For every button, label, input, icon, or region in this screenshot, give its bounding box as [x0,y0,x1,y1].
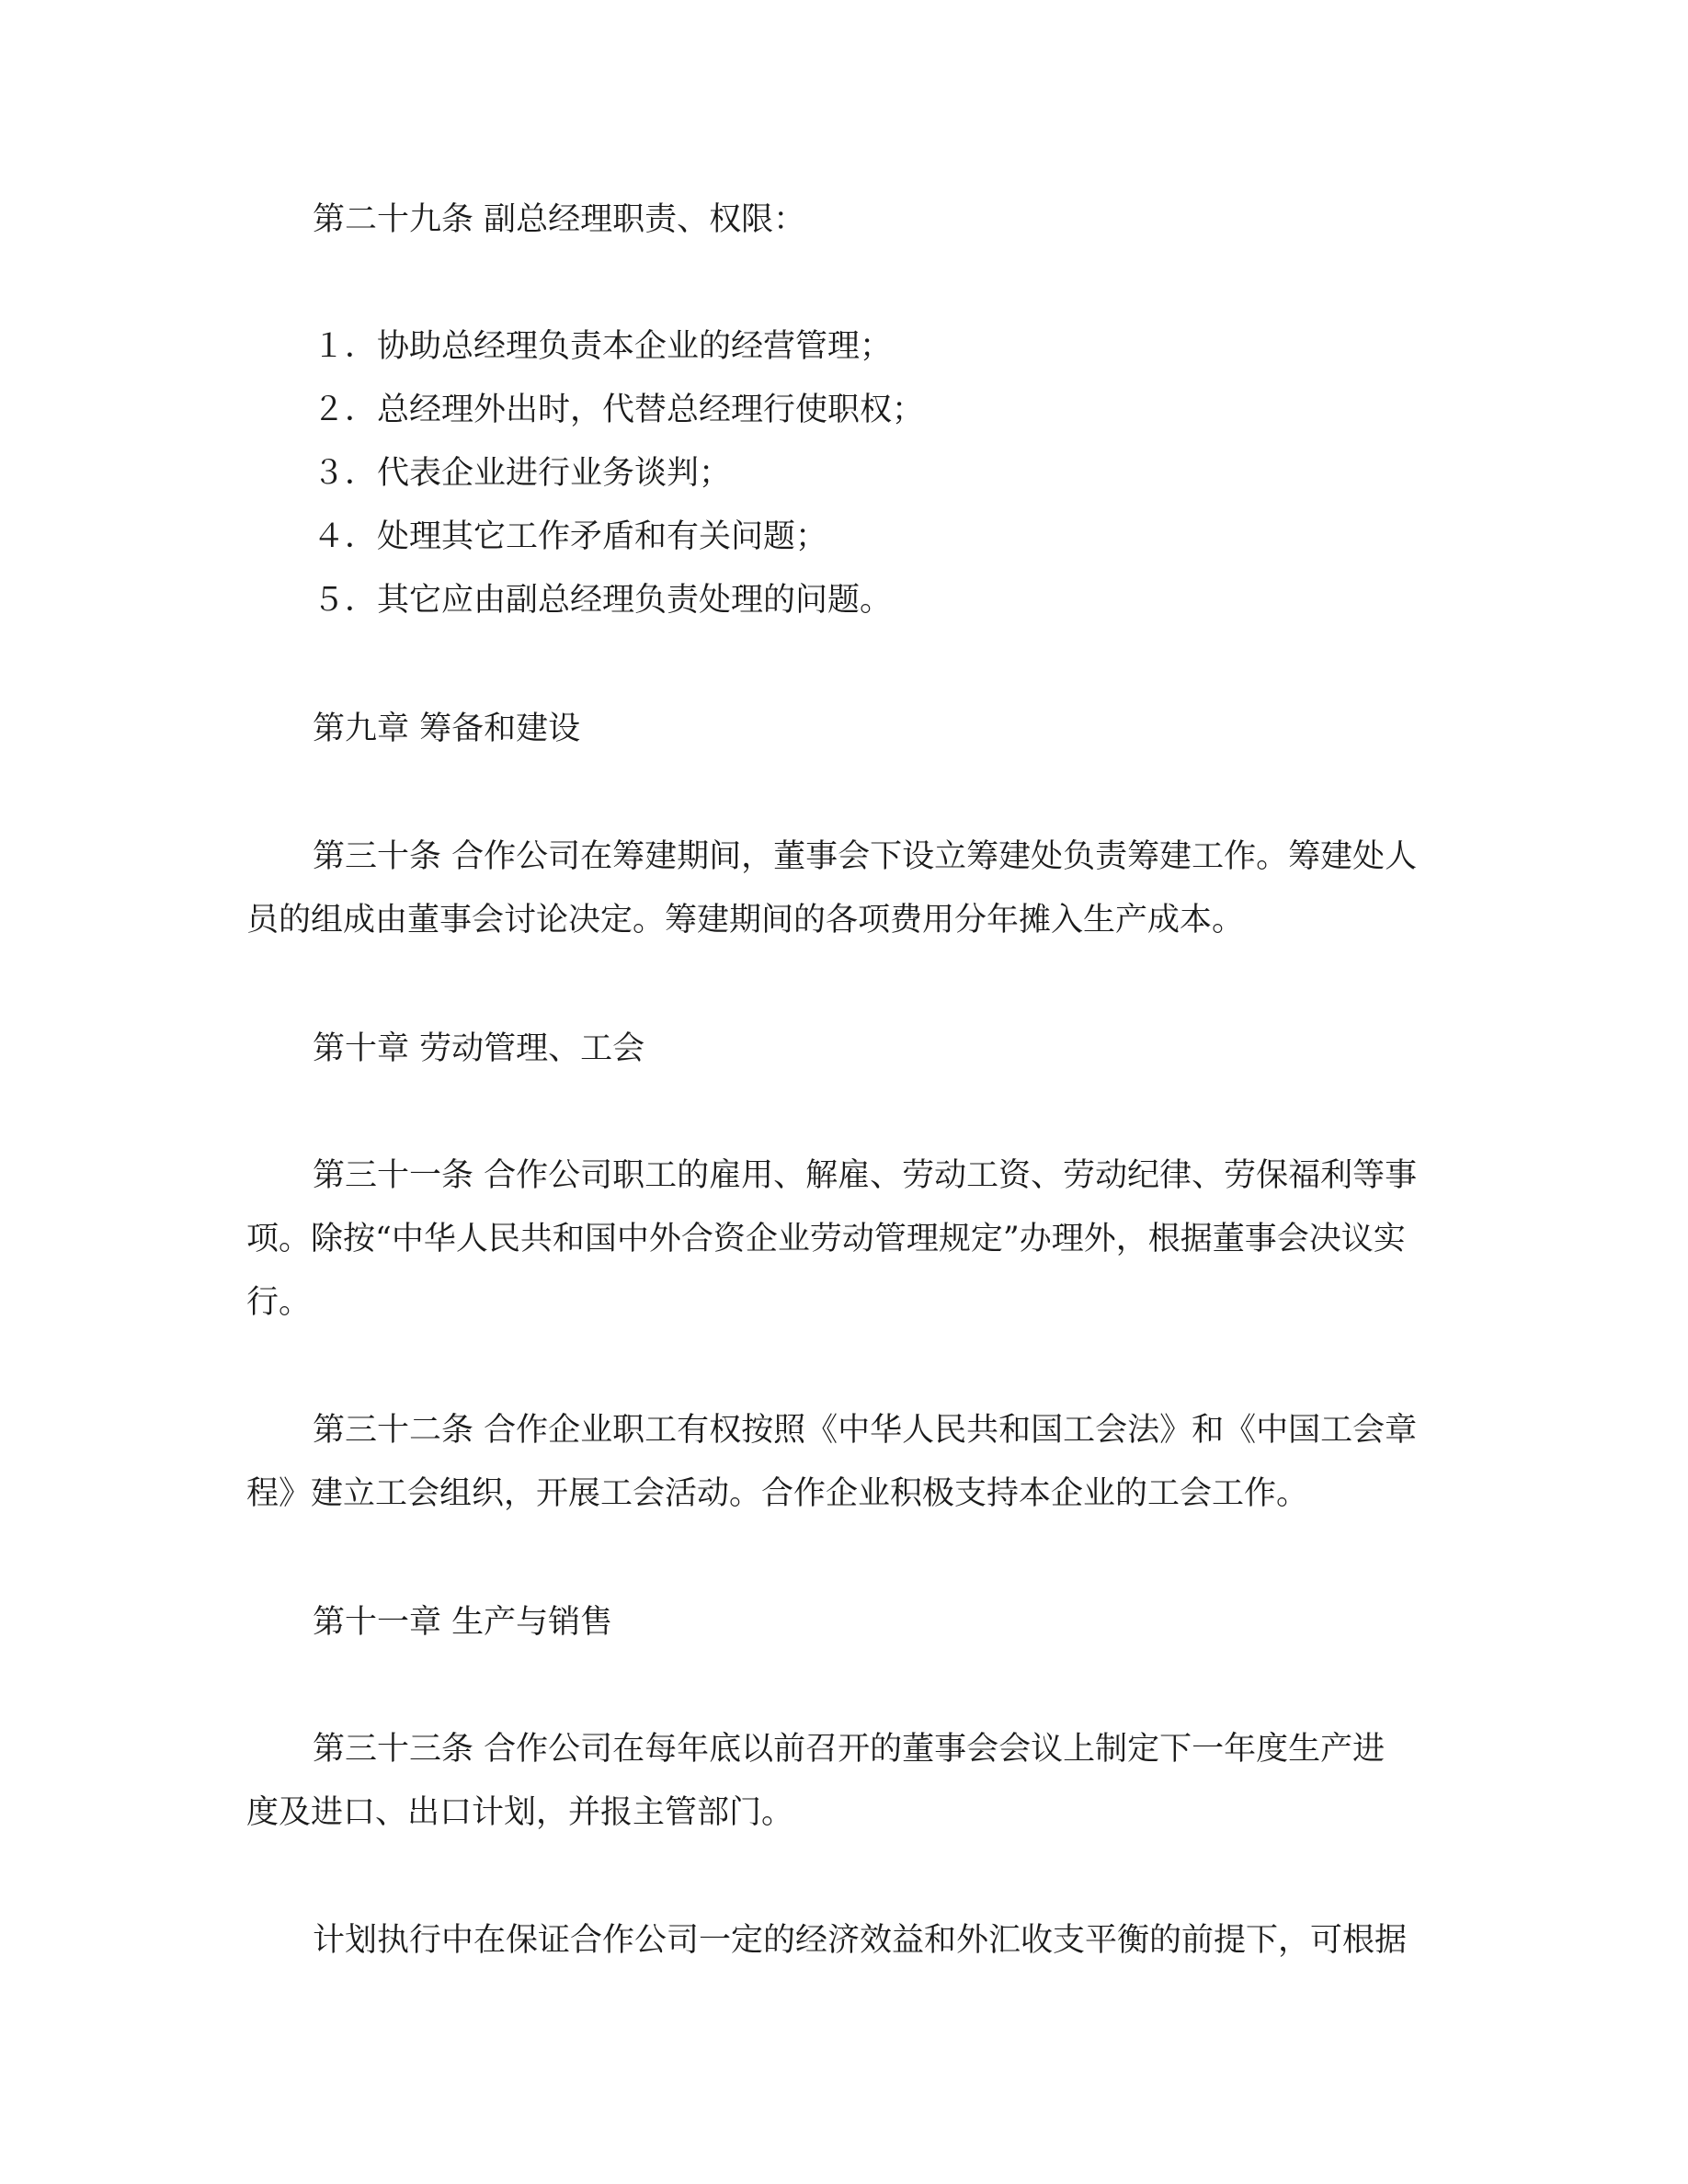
article-30-line-2: 员的组成由董事会讨论决定。筹建期间的各项费用分年摊入生产成本。 [246,902,1245,938]
article-31-line-2: 项。除按“中华人民共和国中外合资企业劳动管理规定”办理外，根据董事会决议实 [246,1221,1406,1257]
article-33-line-2: 度及进口、出口计划，并报主管部门。 [246,1794,794,1831]
paragraph-plan-execution-line-1: 计划执行中在保证合作公司一定的经济效益和外汇收支平衡的前提下，可根据 [313,1922,1408,1959]
article-29-item-5: ５．其它应由副总经理负责处理的问题。 [313,582,893,619]
article-29-heading: 第二十九条 副总经理职责、权限： [313,201,806,238]
article-29-item-3: ３．代表企业进行业务谈判； [313,455,732,492]
article-31-line-3: 行。 [246,1284,312,1321]
article-29-item-4: ４．处理其它工作矛盾和有关问题； [313,518,828,555]
article-29-item-2: ２．总经理外出时，代替总经理行使职权； [313,392,925,428]
chapter-10-heading: 第十章 劳动管理、工会 [313,1030,645,1067]
article-33-line-1: 第三十三条 合作公司在每年底以前召开的董事会会议上制定下一年度生产进 [313,1731,1386,1768]
chapter-9-heading: 第九章 筹备和建设 [313,711,581,747]
article-29-item-1: １．协助总经理负责本企业的经营管理； [313,328,893,365]
article-32-line-1: 第三十二条 合作企业职工有权按照《中华人民共和国工会法》和《中国工会章 [313,1412,1418,1449]
article-30-line-1: 第三十条 合作公司在筹建期间，董事会下设立筹建处负责筹建工作。筹建处人 [313,838,1418,875]
article-31-line-1: 第三十一条 合作公司职工的雇用、解雇、劳动工资、劳动纪律、劳保福利等事 [313,1157,1418,1194]
article-32-line-2: 程》建立工会组织，开展工会活动。合作企业积极支持本企业的工会工作。 [246,1475,1309,1512]
chapter-11-heading: 第十一章 生产与销售 [313,1604,613,1641]
